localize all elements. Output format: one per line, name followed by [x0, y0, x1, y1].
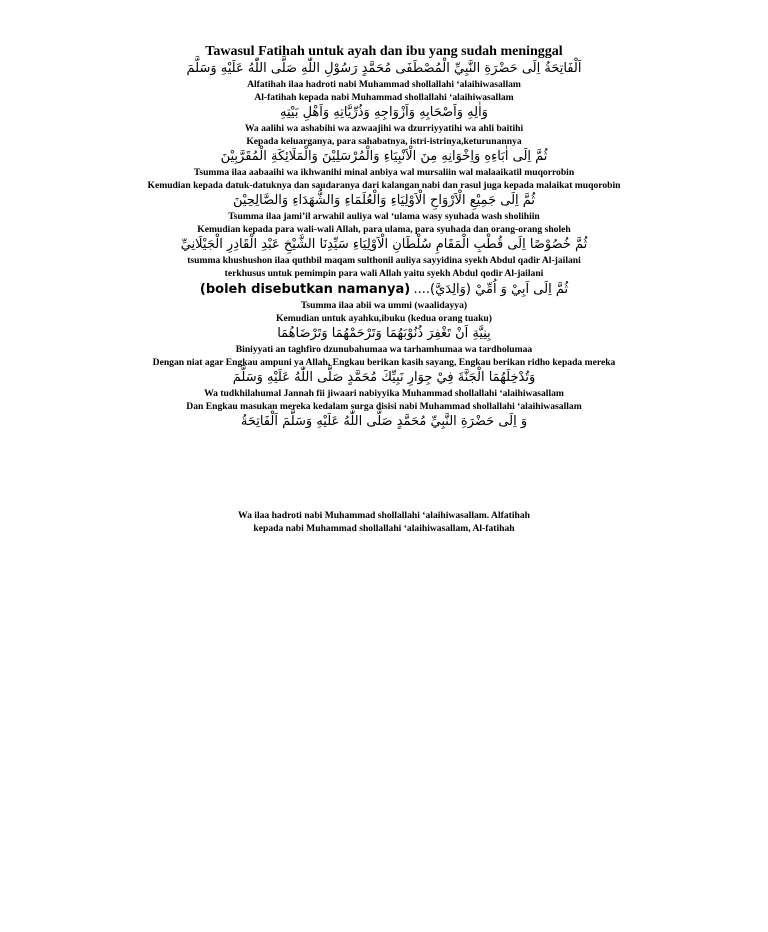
name-note: boleh disebutkan namanya [205, 282, 405, 297]
verse-block-6 [0, 325, 768, 369]
arabic-line: ثُمَّ اِلَى اٰبَاءِهِ وَاِخْوَانِهِ مِنَ الْاَنْبِيَاءِ وَالْمُرْسَلِيْنَ وَالْمَلَائِكَةِ الْمُقَرَّبِيْنَ [220, 149, 548, 164]
arabic-line: وَاٰلِهِ وَاَصْحَابِهِ وَاَزْوَاجِهِ وَذُرِّيَّاتِهِ وَاَهْلِ بَيْتِهِ [280, 105, 488, 120]
translation-line: Kemudian kepada para wali-wali Allah, para ulama, para syuhada dan orang-orang sholeh [197, 224, 571, 235]
transliteration-line: Tsumma ilaa jami’il arwahil auliya wal ‘ulama wasy syuhada wash sholihiin [228, 211, 540, 222]
verse-block-7 [0, 369, 768, 413]
verse-block-3 [0, 148, 768, 192]
parent-verse-block [0, 280, 768, 325]
verse-block-4 [0, 192, 768, 236]
arabic-line: ثُمَّ اِلَى جَمِيْعِ الْاَرْوَاحِ الْاَوْلِيَاءِ وَالْعُلَمَاءِ وَالشُّهَدَاءِ وَالصَّالِحِيْنَ [232, 193, 536, 208]
transliteration-line: Tsumma ilaa aabaaihi wa ikhwanihi minal anbiya wal mursaliin wal malaaikatil muqorrobin [193, 167, 575, 178]
transliteration-line: Wa aalihi wa ashabihi wa azwaajihi wa dzurriyyatihi wa ahli baitihi [244, 123, 524, 134]
transliteration-line: Tsumma ilaa abii wa ummi (waalidayya) [300, 300, 468, 311]
arabic-line: ثُمَّ اِلَى اَبِيْ وَ اُمِّيْ (وَالِدَيَّ).... [413, 282, 569, 297]
closing-line-1: Wa ilaa hadroti nabi Muhammad shollallahi ‘alaihiwasallam. Alfatihah [238, 510, 530, 521]
verse-block-2 [0, 104, 768, 148]
translation-line: terkhusus untuk pemimpin para wali Allah yaitu syekh Abdul qodir Al-jailani [224, 268, 544, 279]
translation-line: Dan Engkau masukan mereka kedalam surga disisi nabi Muhammad shollallahi ‘alaihiwasallam [186, 401, 582, 412]
translation-line: Kemudian kepada datuk-datuknya dan saudaranya dari kalangan nabi dan rasul juga kepada malaikat muqorobin [147, 180, 621, 191]
transliteration-line: Alfatihah ilaa hadroti nabi Muhammad shollallahi ‘alaihiwasallam [247, 79, 521, 90]
document-body [0, 0, 768, 431]
transliteration-line: tsumma khushushon ilaa quthbil maqam sulthonil auliya sayyidina syekh Abdul qadir Al-jailani [187, 255, 581, 266]
translation-line: Al-fatihah kepada nabi Muhammad shollallahi ‘alaihiwasallam [254, 92, 514, 103]
parent-line: (boleh disebutkan namanya) ثُمَّ اِلَى اَبِيْ وَ اُمِّيْ (وَالِدَيَّ).... [199, 282, 569, 297]
final-arabic-line: وَ اِلَى حَضْرَةِ النَّبِيِّ مُحَمَّدٍ صَلَّى اللّٰهُ عَلَيْهِ وَسَلَّمَ اَلْفَاتِحَةُ [240, 414, 528, 429]
closing-block [0, 509, 768, 535]
transliteration-line: Biniyyati an taghfiro dzunubahumaa wa tarhamhumaa wa tardholumaa [235, 344, 533, 355]
translation-line: Kepada keluarganya, para sahabatnya, istri-istrinya,keturunannya [246, 136, 522, 147]
arabic-line: ثُمَّ خُصُوْصًا اِلَى قُطْبِ الْمَقَامِ سُلْطَانِ الْاَوْلِيَاءِ سَيِّدِنَا الشَّيْخِ عَبْدِ الْقَادِرِ الْجَيْلَانِيِّ [180, 237, 588, 252]
verse-block-1 [0, 60, 768, 104]
arabic-line: اَلْفَاتِحَةُ اِلَى حَضْرَةِ النَّبِيِّ الْمُصْطَفَى مُحَمَّدٍ رَسُوْلِ اللّٰهِ صَلَّى اللّٰهُ عَلَيْهِ وَسَلَّمَ [186, 61, 582, 76]
document-title: Tawasul Fatihah untuk ayah dan ibu yang sudah meninggal [205, 44, 563, 59]
transliteration-line: Wa tudkhilahumal Jannah fii jiwaari nabiyyika Muhammad shollallahi ‘alaihiwasallam [204, 388, 564, 399]
closing-line-2: kepada nabi Muhammad shollallahi ‘alaihiwasallam, Al-fatihah [253, 523, 515, 534]
verse-block-5 [0, 236, 768, 280]
arabic-line: بِنِيَّةِ اَنْ تَغْفِرَ ذُنُوْبَهُمَا وَتَرْحَمْهُمَا وَتَرْضَاهُمَا [277, 326, 491, 341]
arabic-line: وَتُدْخِلَهُمَا الْجَنَّةَ فِيْ جِوَارِ نَبِيِّكَ مُحَمَّدٍ صَلَّى اللّٰهُ عَلَيْهِ وَسَلَّمَ [232, 370, 536, 385]
translation-line: Dengan niat agar Engkau ampuni ya Allah, Engkau berikan kasih sayang, Engkau berikan ridho kepada mereka [152, 357, 616, 368]
translation-line: Kemudian untuk ayahku,ibuku (kedua orang tuaku) [276, 313, 492, 324]
